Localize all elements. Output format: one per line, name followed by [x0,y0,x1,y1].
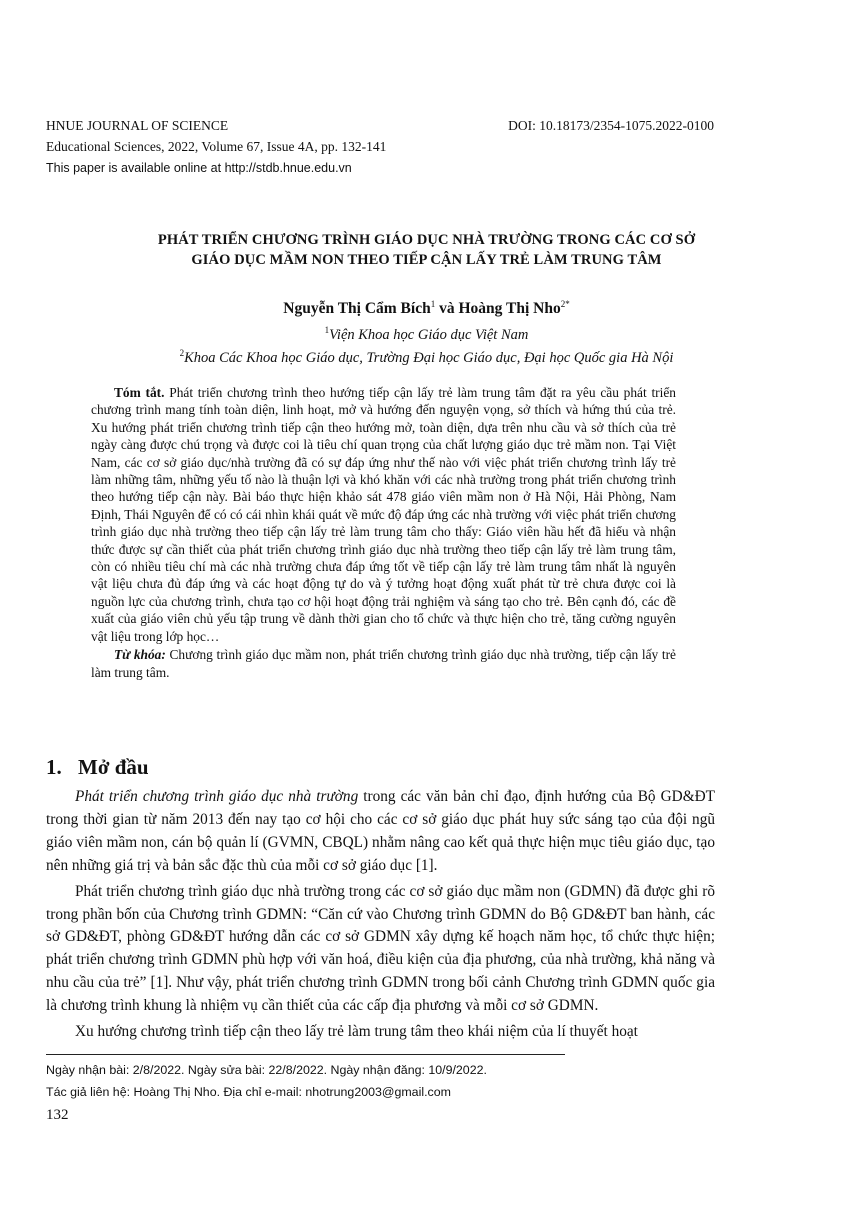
doi: DOI: 10.18173/2354-1075.2022-0100 [508,118,714,133]
body-text [46,786,715,1044]
section-heading [46,752,149,782]
affiliation-2 [0,343,853,368]
affiliation-1 [0,320,853,345]
section-title: Mở đầu [78,755,149,779]
affiliation-1-mark: 1 [324,325,330,335]
volume-info: Educational Sciences, 2022, Volume 67, Issue 4A, pp. 132-141 [46,139,387,154]
keywords-paragraph [91,646,676,681]
paper-title-line-1: PHÁT TRIỂN CHƯƠNG TRÌNH GIÁO DỤC NHÀ TRƯỜNG TRONG CÁC CƠ SỞ [157,232,696,248]
section-number: 1. [46,755,62,779]
body-paragraph-1-text: trong các văn bản chỉ đạo, định hướng của Bộ GD&ĐT trong thời gian từ năm 2013 đến nay tạo cơ hội cho các cơ sở giáo dục phát huy sức sáng tạo của đội ngũ giáo viên mầm non, cán bộ quản lí (GVMN, CBQL) nhằm nâng cao kết quả thực hiện mục tiêu giáo dục, tạo nên những giá trị và bản sắc đặc thù của mỗi cơ sở giáo dục [1]. [46,788,715,874]
emphasized-phrase: Phát triển chương trình giáo dục nhà trường [75,788,359,805]
body-paragraph-3: Xu hướng chương trình tiếp cận theo lấy trẻ làm trung tâm theo khái niệm của lí thuyết hoạt [75,1023,638,1041]
keywords-label: Từ khóa: [114,647,166,663]
author-2: Hoàng Thị Nho [458,300,561,317]
affiliation-1-text: Viện Khoa học Giáo dục Việt Nam [329,327,529,343]
abstract-paragraph [91,384,676,645]
online-availability: This paper is available online at http://stdb.hnue.edu.vn [46,161,352,175]
abstract-text: Phát triển chương trình theo hướng tiếp cận lấy trẻ làm trung tâm đặt ra yêu cầu phát triển chương trình mang tính toàn diện, linh hoạt, mở và hướng đến nguyện vọng, sở thích và hứng thú của trẻ. Xu hướng phát triển chương trình tiếp cận theo hướng mở, toàn diện, dựa trên nhu cầu và sở thích của trẻ ngày càng được chú trọng và được coi là tiêu chí quan trọng của chất lượng giáo dục trẻ mầm non. Tại Việt Nam, các cơ sở giáo dục/nhà trường đã có sự đáp ứng như thế nào với việc phát triển chương trình lấy trẻ làm những tâm, những yếu tố nào là thuận lợi và khó khăn với các nhà trường trong phát triển chương trình theo hướng tiếp cận này. Bài báo thực hiện khảo sát 478 giáo viên mầm non ở Hà Nội, Hải Phòng, Nam Định, Thái Nguyên để có có cái nhìn khái quát về mức độ đáp ứng các nhà trường với việc phát triển chương trình giáo dục nhà trường theo tiếp cận lấy trẻ làm trung tâm cho thấy: Giáo viên hầu hết đã hiểu và nhận thức được sự cần thiết của phát triển chương trình giáo dục nhà trường theo tiếp cận lấy trẻ làm trung tâm, còn có nhiều tiêu chí mà các nhà trường chưa đáp ứng tốt về tiếp cận lấy trẻ làm trung tâm nhất là nguyên vật liệu chưa đủ đáp ứng và các hoạt động tự do và ý tưởng hoạt động xuất phát từ trẻ chưa được coi là nguồn lực của chương trình, chưa tạo cơ hội hoạt động trải nghiệm và sáng tạo cho trẻ. Bên cạnh đó, các đề xuất của giáo viên chủ yếu tập trung về dành thời gian cho tổ chức và thực hiện cho trẻ, tăng cường nguyên vật liệu trong lớp học… [91,385,676,644]
author-connector: và [435,300,459,317]
body-paragraph-2: Phát triển chương trình giáo dục nhà trường trong các cơ sở giáo dục mầm non (GDMN) đã được ghi rõ trong phần bốn của Chương trình GDMN: “Căn cứ vào Chương trình GDMN do Bộ GD&ĐT ban hành, các sở GD&ĐT, phòng GD&ĐT hướng dẫn các cơ sở GDMN xây dựng kế hoạch năm học, tổ chức thực hiện; phát triển chương trình GDMN phù hợp với văn hoá, điều kiện của địa phương, của nhà trường, khả năng và nhu cầu của trẻ” [1]. Như vậy, phát triển chương trình GDMN trong bối cảnh Chương trình GDMN quốc gia là chương trình khung là nhiệm vụ cần thiết của các cấp địa phương và mỗi cơ sở GDMN. [46,882,715,1015]
affiliation-2-text: Khoa Các Khoa học Giáo dục, Trường Đại học Giáo dục, Đại học Quốc gia Hà Nội [184,350,674,366]
footnote-contact: Tác giả liên hệ: Hoàng Thị Nho. Địa chỉ e-mail: nhotrung2003@gmail.com [46,1085,451,1099]
author-2-affiliation-mark: 2* [560,299,570,309]
abstract-label: Tóm tắt. [114,385,165,400]
author-1-affiliation-mark: 1 [430,299,436,309]
footnote-divider [46,1054,565,1055]
affiliation-2-mark: 2 [179,348,185,358]
body-paragraph-1 [46,786,715,878]
abstract [91,384,676,681]
page-number: 132 [46,1107,69,1123]
author-list [0,293,853,320]
paper-title-line-2: GIÁO DỤC MẦM NON THEO TIẾP CẬN LẤY TRẺ LÀM TRUNG TÂM [191,252,662,268]
footnote-dates: Ngày nhận bài: 2/8/2022. Ngày sửa bài: 22/8/2022. Ngày nhận đăng: 10/9/2022. [46,1063,487,1077]
journal-name: HNUE JOURNAL OF SCIENCE [46,118,229,133]
keywords-text: Chương trình giáo dục mầm non, phát triển chương trình giáo dục nhà trường, tiếp cận lấy trẻ làm trung tâm. [91,647,676,680]
author-1: Nguyễn Thị Cẩm Bích [283,300,431,317]
